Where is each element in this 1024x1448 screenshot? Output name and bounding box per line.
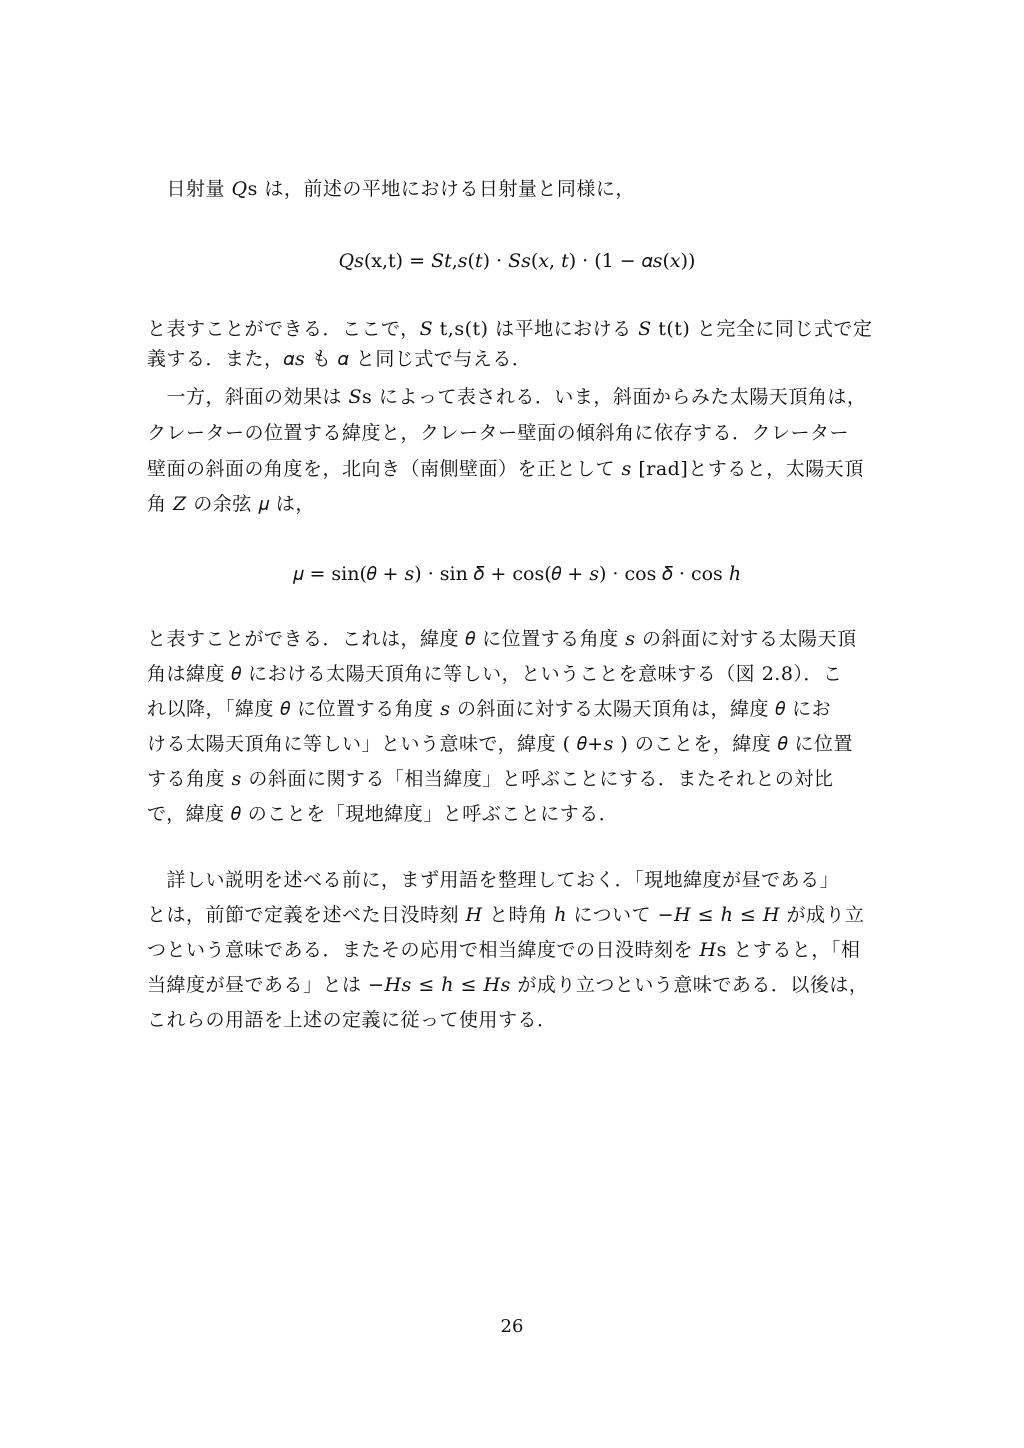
text-line: 義する．また，𝛼𝑠 も 𝛼 と同じ式で与える． xyxy=(147,348,532,370)
text-line: と表すことができる．これは，緯度 𝜃 に位置する角度 𝑠 の斜面に対する太陽天頂 xyxy=(147,628,857,650)
text-line: とは，前節で定義を述べた日没時刻 𝐻 と時角 ℎ について −𝐻 ≤ ℎ ≤ 𝐻 が成り立 xyxy=(147,904,865,926)
page-number: 26 xyxy=(500,1316,524,1337)
text-line: 一方，斜面の効果は 𝑆s によって表される．いま，斜面からみた太陽天頂角は， xyxy=(147,386,867,408)
text-line: 角 𝑍 の余弦 𝜇 は， xyxy=(147,493,315,515)
text-line: する角度 𝑠 の斜面に関する「相当緯度」と呼ぶことにする．またそれとの対比 xyxy=(147,768,834,790)
equation-mu: 𝜇 = sin(𝜃 + 𝑠) · sin 𝛿 + cos(𝜃 + 𝑠) · cos 𝛿 · cos ℎ xyxy=(292,563,742,585)
text-line: 壁面の斜面の角度を，北向き（南側壁面）を正として 𝑠 [rad]とすると，太陽天頂 xyxy=(147,458,864,480)
text-line: で，緯度 𝜃 のことを「現地緯度」と呼ぶことにする． xyxy=(147,803,619,825)
text-line: 当緯度が昼である」とは −𝐻𝑠 ≤ ℎ ≤ 𝐻𝑠 が成り立つという意味である．以後は， xyxy=(147,974,869,996)
text-line: 詳しい説明を述べる前に，まず用語を整理しておく．「現地緯度が昼である」 xyxy=(147,869,840,891)
text-line: と表すことができる．ここで，𝑆 t,s(t) は平地における 𝑆 t(t) と完全に同じ式で定 xyxy=(147,318,873,340)
text-line: つという意味である．またその応用で相当緯度での日没時刻を 𝐻s とすると，「相 xyxy=(147,939,861,961)
text-line: れ以降，「緯度 𝜃 に位置する角度 𝑠 の斜面に対する太陽天頂角は，緯度 𝜃 にお xyxy=(147,698,832,720)
equation-qs: 𝑄𝑠(x,t) = 𝑆𝑡,𝑠(𝑡) · 𝑆𝑠(𝑥, 𝑡) · (1 − 𝛼𝑠(𝑥)) xyxy=(338,250,696,272)
text-line: 日射量 𝑄s は，前述の平地における日射量と同様に， xyxy=(147,178,635,200)
text-line: 角は緯度 𝜃 における太陽天頂角に等しい，ということを意味する（図 2.8）．こ xyxy=(147,663,843,685)
text-line: ける太陽天頂角に等しい」という意味で，緯度 ( 𝜃+𝑠 ) のことを，緯度 𝜃 に位置 xyxy=(147,733,854,755)
text-line: クレーターの位置する緯度と，クレーター壁面の傾斜角に依存する．クレーター xyxy=(147,422,850,444)
text-line: これらの用語を上述の定義に従って使用する． xyxy=(147,1009,557,1031)
